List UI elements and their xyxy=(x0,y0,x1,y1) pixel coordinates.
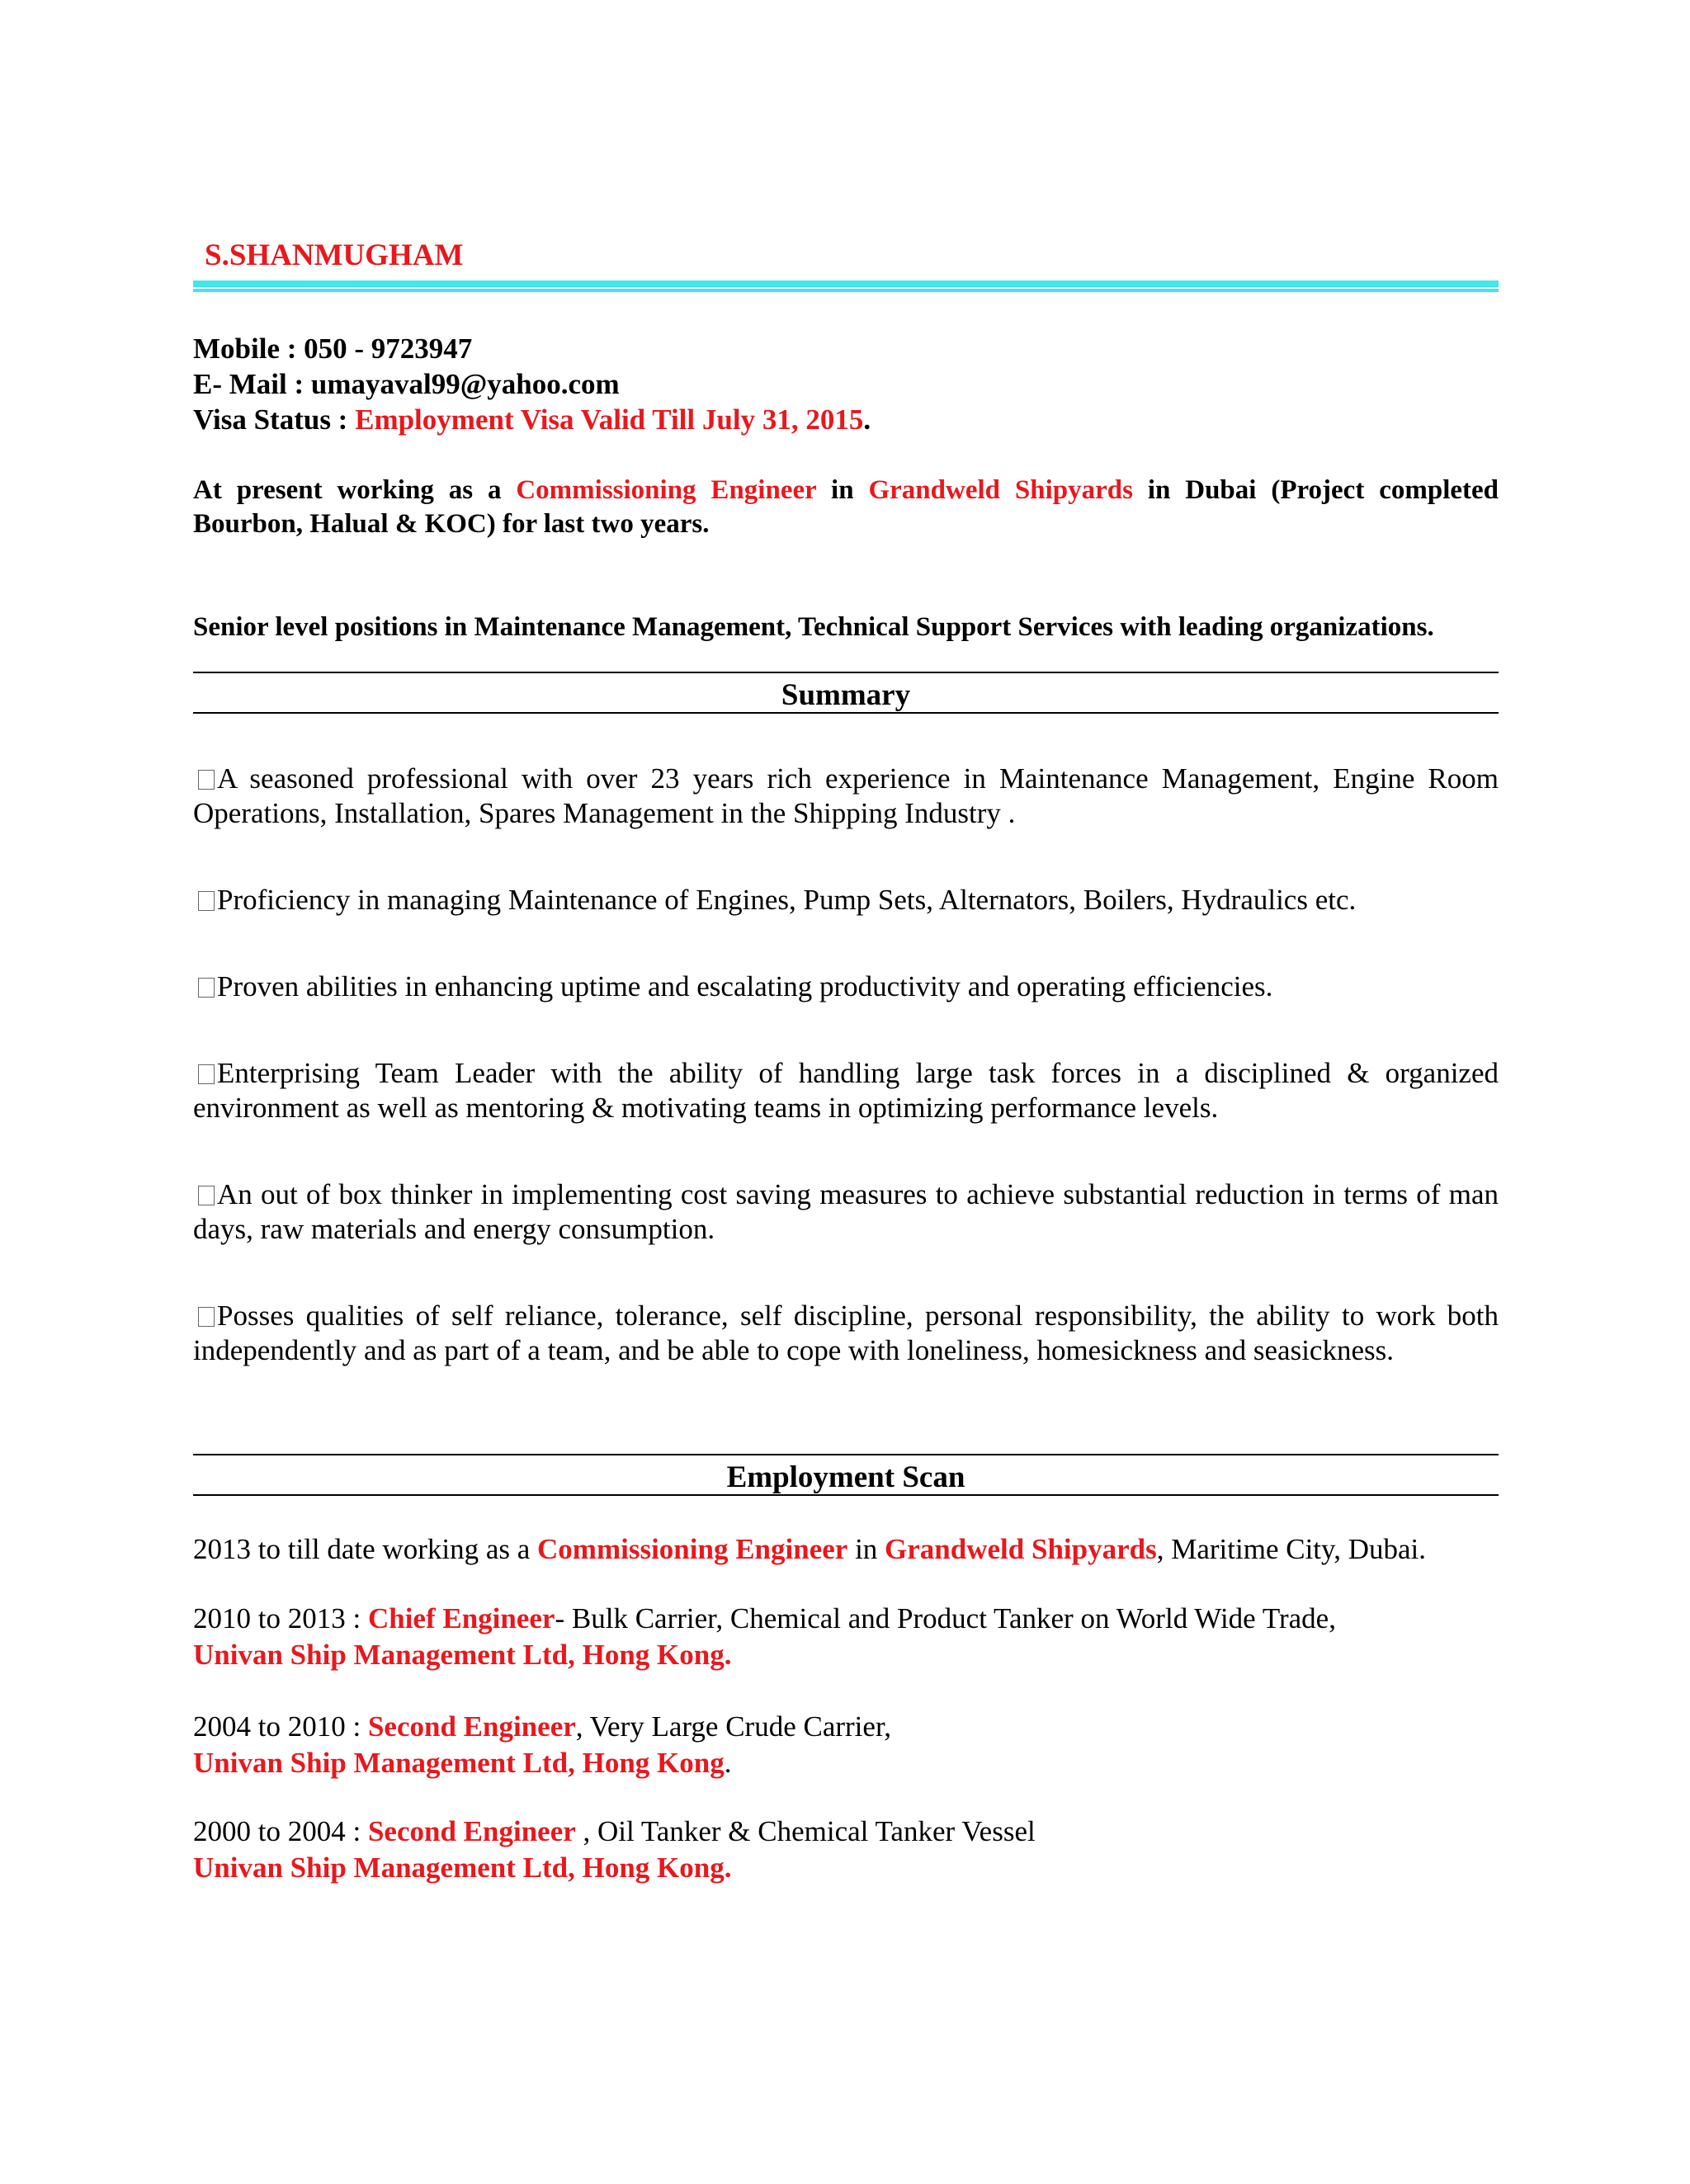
summary-top-rule xyxy=(193,672,1499,673)
bullet-box-icon xyxy=(198,1064,215,1084)
senior-paragraph: Senior level positions in Maintenance Management, Technical Support Services with leading organizations. xyxy=(193,612,1434,642)
email-line: E- Mail : umayaval99@yahoo.com xyxy=(193,368,620,400)
current-company: Grandweld Shipyards xyxy=(868,475,1133,505)
mobile-number: 050 - 9723947 xyxy=(304,333,473,365)
summary-title: Summary xyxy=(781,678,911,712)
bullet-box-icon xyxy=(198,1186,215,1205)
candidate-name: S.SHANMUGHAM xyxy=(205,238,464,272)
visa-status: Employment Visa Valid Till July 31, 2015 xyxy=(355,403,864,436)
employment-bottom-rule xyxy=(193,1494,1499,1496)
bullet-box-icon xyxy=(198,978,215,998)
intro-paragraph: At present working as a Commissioning Engineer in Grandweld Shipyards in Dubai (Project completed Bourbon, Halual & KOC) for last two years. xyxy=(193,475,1499,539)
bullet-box-icon xyxy=(198,1307,215,1327)
email-address[interactable]: umayaval99@yahoo.com xyxy=(310,368,620,400)
visa-line: Visa Status : Employment Visa Valid Till July 31, 2015. xyxy=(193,403,871,436)
bullet-box-icon xyxy=(198,891,215,911)
current-role: Commissioning Engineer xyxy=(516,475,817,505)
summary-item: An out of box thinker in implementing cost saving measures to achieve substantial reduction in terms of man days, raw materials and energy consumption. xyxy=(193,1178,1499,1245)
summary-item: Enterprising Team Leader with the ability of handling large task forces in a disciplined & organized environment as well as mentoring & motivating teams in optimizing performance levels. xyxy=(193,1057,1499,1124)
employment-entry-2010: 2010 to 2013 : Chief Engineer- Bulk Carrier, Chemical and Product Tanker on World Wide Trade, Univan Ship Management Ltd, Hong Kong. xyxy=(193,1601,1499,1673)
summary-item: Proficiency in managing Maintenance of Engines, Pump Sets, Alternators, Boilers, Hydraulics etc. xyxy=(193,883,1499,917)
summary-bottom-rule xyxy=(193,712,1499,714)
employment-entry-2004: 2004 to 2010 : Second Engineer, Very Large Crude Carrier, Univan Ship Management Ltd, Hong Kong. xyxy=(193,1710,891,1779)
employment-title: Employment Scan xyxy=(726,1460,965,1494)
company: Grandweld Shipyards xyxy=(885,1533,1157,1565)
summary-list xyxy=(193,762,1499,1420)
bullet-box-icon xyxy=(198,770,215,790)
contact-block xyxy=(193,331,871,437)
employment-entry-2013: 2013 to till date working as a Commissioning Engineer in Grandweld Shipyards, Maritime City, Dubai. xyxy=(193,1533,1427,1565)
role: Chief Engineer xyxy=(367,1602,555,1634)
summary-item: Posses qualities of self reliance, tolerance, self discipline, personal responsibility, the ability to work both independently and as part of a team, and be able to cope with loneliness, homesickness and seasickness. xyxy=(193,1300,1499,1366)
mobile-line: Mobile : 050 - 9723947 xyxy=(193,333,473,365)
role: Second Engineer xyxy=(367,1815,576,1847)
role: Second Engineer xyxy=(367,1710,576,1743)
company: Univan Ship Management Ltd, Hong Kong. xyxy=(193,1851,732,1884)
company: Univan Ship Management Ltd, Hong Kong. xyxy=(193,1639,732,1671)
employment-top-rule xyxy=(193,1454,1499,1455)
summary-item: Proven abilities in enhancing uptime and escalating productivity and operating efficiencies. xyxy=(193,969,1499,1004)
company: Univan Ship Management Ltd, Hong Kong xyxy=(193,1747,725,1779)
employment-entry-2000: 2000 to 2004 : Second Engineer , Oil Tanker & Chemical Tanker Vessel Univan Ship Management Ltd, Hong Kong. xyxy=(193,1814,1499,1886)
summary-item: A seasoned professional with over 23 years rich experience in Maintenance Management, Engine Room Operations, Installation, Spares Management in the Shipping Industry . xyxy=(193,762,1499,829)
role: Commissioning Engineer xyxy=(537,1533,848,1565)
name-underline xyxy=(193,281,1499,294)
